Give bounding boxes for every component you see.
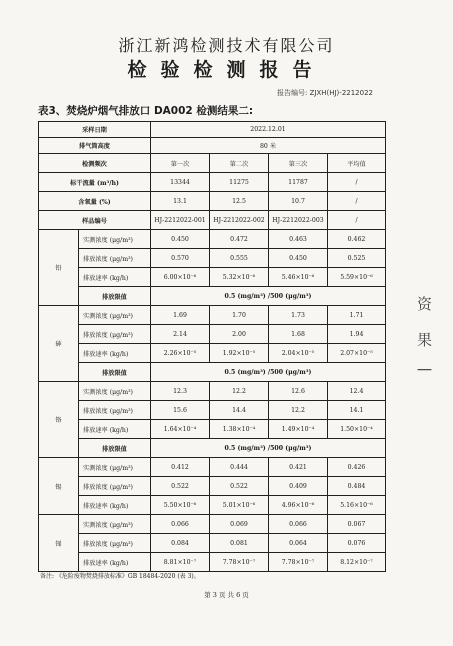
table-row — [39, 230, 386, 249]
table-row — [39, 534, 386, 553]
emission-conc-value: 14.4 — [210, 401, 269, 420]
table-row — [39, 363, 386, 382]
frequency-3: 第三次 — [269, 154, 328, 173]
sample-date-value: 2022.12.01 — [151, 122, 386, 138]
measured-conc-label: 实测浓度 (μg/m³) — [79, 382, 151, 401]
sample-number-1: HJ-2212022-001 — [151, 211, 210, 230]
emission-rate-value: 2.26×10⁻⁵ — [151, 344, 210, 363]
measured-conc-value: 0.067 — [328, 515, 386, 534]
oxygen-3: 10.7 — [269, 192, 328, 211]
table-row — [39, 477, 386, 496]
footnote: 备注: 《危险废物焚烧排放标准》GB 18484-2020 (表 3)。 — [40, 573, 200, 580]
measured-conc-value: 0.472 — [210, 230, 269, 249]
emission-conc-value: 2.14 — [151, 325, 210, 344]
table-title: 表3、焚烧炉烟气排放口 DA002 检测结果二: — [38, 105, 254, 117]
table-row — [39, 192, 386, 211]
emission-conc-label: 排放浓度 (μg/m³) — [79, 401, 151, 420]
sample-number-3: HJ-2212022-003 — [269, 211, 328, 230]
sample-number-avg: / — [328, 211, 386, 230]
measured-conc-label: 实测浓度 (μg/m³) — [79, 515, 151, 534]
metal-name: 锑 — [39, 515, 79, 572]
emission-rate-value: 5.50×10⁻⁶ — [151, 496, 210, 515]
measured-conc-label: 实测浓度 (μg/m³) — [79, 230, 151, 249]
emission-rate-label: 排放速率 (kg/h) — [79, 553, 151, 572]
page-number: 第 3 页 共 6 页 — [204, 591, 249, 599]
emission-conc-value: 14.1 — [328, 401, 386, 420]
measured-conc-value: 0.426 — [328, 458, 386, 477]
table-row — [39, 401, 386, 420]
measured-conc-value: 12.3 — [151, 382, 210, 401]
emission-conc-value: 1.68 — [269, 325, 328, 344]
sample-number-2: HJ-2212022-002 — [210, 211, 269, 230]
stack-height-value: 80 米 — [151, 138, 386, 154]
emission-conc-value: 0.076 — [328, 534, 386, 553]
measured-conc-value: 0.421 — [269, 458, 328, 477]
results-table — [38, 121, 386, 572]
measured-conc-value: 1.70 — [210, 306, 269, 325]
frequency-avg: 平均值 — [328, 154, 386, 173]
emission-rate-value: 5.32×10⁻⁶ — [210, 268, 269, 287]
emission-rate-value: 7.78×10⁻⁷ — [269, 553, 328, 572]
emission-rate-value: 8.81×10⁻⁷ — [151, 553, 210, 572]
measured-conc-value: 0.463 — [269, 230, 328, 249]
emission-rate-value: 5.16×10⁻⁶ — [328, 496, 386, 515]
emission-conc-value: 1.94 — [328, 325, 386, 344]
emission-conc-value: 0.081 — [210, 534, 269, 553]
frequency-1: 第一次 — [151, 154, 210, 173]
emission-conc-value: 0.064 — [269, 534, 328, 553]
measured-conc-value: 0.412 — [151, 458, 210, 477]
table-row — [39, 287, 386, 306]
measured-conc-value: 1.73 — [269, 306, 328, 325]
measured-conc-value: 1.69 — [151, 306, 210, 325]
emission-rate-value: 4.96×10⁻⁶ — [269, 496, 328, 515]
limit-label: 排放限值 — [79, 439, 151, 458]
flow-1: 13344 — [151, 173, 210, 192]
emission-rate-value: 7.78×10⁻⁷ — [210, 553, 269, 572]
emission-rate-value: 6.00×10⁻⁶ — [151, 268, 210, 287]
emission-conc-value: 0.570 — [151, 249, 210, 268]
measured-conc-label: 实测浓度 (μg/m³) — [79, 458, 151, 477]
measured-conc-value: 0.069 — [210, 515, 269, 534]
emission-rate-value: 1.50×10⁻⁴ — [328, 420, 386, 439]
emission-conc-value: 0.522 — [210, 477, 269, 496]
flow-avg: / — [328, 173, 386, 192]
measured-conc-value: 0.066 — [151, 515, 210, 534]
emission-conc-label: 排放浓度 (μg/m³) — [79, 477, 151, 496]
emission-conc-value: 0.555 — [210, 249, 269, 268]
emission-conc-label: 排放浓度 (μg/m³) — [79, 534, 151, 553]
emission-rate-value: 5.46×10⁻⁶ — [269, 268, 328, 287]
flow-3: 11787 — [269, 173, 328, 192]
table-row — [39, 344, 386, 363]
emission-rate-label: 排放速率 (kg/h) — [79, 496, 151, 515]
metal-name: 砷 — [39, 306, 79, 382]
oxygen-avg: / — [328, 192, 386, 211]
table-row — [39, 382, 386, 401]
table-row — [39, 173, 386, 192]
limit-value: 0.5 (mg/m³) /500 (μg/m³) — [151, 287, 386, 306]
table-row — [39, 249, 386, 268]
sample-date-label: 采样日期 — [39, 122, 151, 138]
measured-conc-value: 0.066 — [269, 515, 328, 534]
measured-conc-value: 0.450 — [151, 230, 210, 249]
metal-name: 铬 — [39, 382, 79, 458]
emission-conc-label: 排放浓度 (μg/m³) — [79, 249, 151, 268]
table-row — [39, 211, 386, 230]
measured-conc-value: 1.71 — [328, 306, 386, 325]
emission-conc-value: 2.00 — [210, 325, 269, 344]
margin-marks: 资 果 ∣ — [415, 296, 433, 380]
oxygen-1: 13.1 — [151, 192, 210, 211]
emission-rate-value: 1.49×10⁻⁴ — [269, 420, 328, 439]
table-row — [39, 439, 386, 458]
table-row — [39, 306, 386, 325]
table-row — [39, 420, 386, 439]
oxygen-label: 含氧量 (%) — [39, 192, 151, 211]
report-title: 检验检测报告 — [127, 59, 326, 81]
emission-conc-value: 0.525 — [328, 249, 386, 268]
measured-conc-value: 12.2 — [210, 382, 269, 401]
table-row — [39, 496, 386, 515]
limit-value: 0.5 (mg/m³) /500 (μg/m³) — [151, 439, 386, 458]
metal-name: 锡 — [39, 458, 79, 515]
table-row — [39, 325, 386, 344]
emission-conc-value: 0.522 — [151, 477, 210, 496]
company-name: 浙江新鸿检测技术有限公司 — [118, 36, 335, 55]
emission-conc-value: 0.084 — [151, 534, 210, 553]
limit-value: 0.5 (mg/m³) /500 (μg/m³) — [151, 363, 386, 382]
measured-conc-value: 12.6 — [269, 382, 328, 401]
table-row — [39, 553, 386, 572]
emission-conc-value: 12.2 — [269, 401, 328, 420]
sample-number-label: 样品编号 — [39, 211, 151, 230]
measured-conc-label: 实测浓度 (μg/m³) — [79, 306, 151, 325]
oxygen-2: 12.5 — [210, 192, 269, 211]
measured-conc-value: 12.4 — [328, 382, 386, 401]
table-row — [39, 154, 386, 173]
emission-rate-value: 1.38×10⁻⁴ — [210, 420, 269, 439]
measured-conc-value: 0.444 — [210, 458, 269, 477]
emission-conc-value: 15.6 — [151, 401, 210, 420]
limit-label: 排放限值 — [79, 363, 151, 382]
emission-rate-value: 5.59×10⁻⁶ — [328, 268, 386, 287]
limit-label: 排放限值 — [79, 287, 151, 306]
emission-rate-value: 8.12×10⁻⁷ — [328, 553, 386, 572]
emission-rate-value: 2.04×10⁻⁵ — [269, 344, 328, 363]
emission-conc-value: 0.409 — [269, 477, 328, 496]
frequency-label: 检测频次 — [39, 154, 151, 173]
emission-conc-value: 0.484 — [328, 477, 386, 496]
emission-rate-value: 1.64×10⁻⁴ — [151, 420, 210, 439]
flow-label: 标干流量 (m³/h) — [39, 173, 151, 192]
report-number: 报告编号: ZJXH(HJ)-2212022 — [277, 89, 373, 97]
flow-2: 11275 — [210, 173, 269, 192]
frequency-2: 第二次 — [210, 154, 269, 173]
emission-rate-value: 2.07×10⁻⁵ — [328, 344, 386, 363]
emission-rate-label: 排放速率 (kg/h) — [79, 344, 151, 363]
emission-rate-label: 排放速率 (kg/h) — [79, 420, 151, 439]
table-row — [39, 122, 386, 138]
table-row — [39, 515, 386, 534]
metal-name: 铅 — [39, 230, 79, 306]
measured-conc-value: 0.462 — [328, 230, 386, 249]
results-table-body — [39, 122, 386, 572]
emission-rate-value: 5.01×10⁻⁶ — [210, 496, 269, 515]
emission-rate-label: 排放速率 (kg/h) — [79, 268, 151, 287]
stack-height-label: 排气筒高度 — [39, 138, 151, 154]
table-row — [39, 268, 386, 287]
table-row — [39, 138, 386, 154]
table-row — [39, 458, 386, 477]
emission-conc-label: 排放浓度 (μg/m³) — [79, 325, 151, 344]
emission-conc-value: 0.450 — [269, 249, 328, 268]
emission-rate-value: 1.92×10⁻⁵ — [210, 344, 269, 363]
